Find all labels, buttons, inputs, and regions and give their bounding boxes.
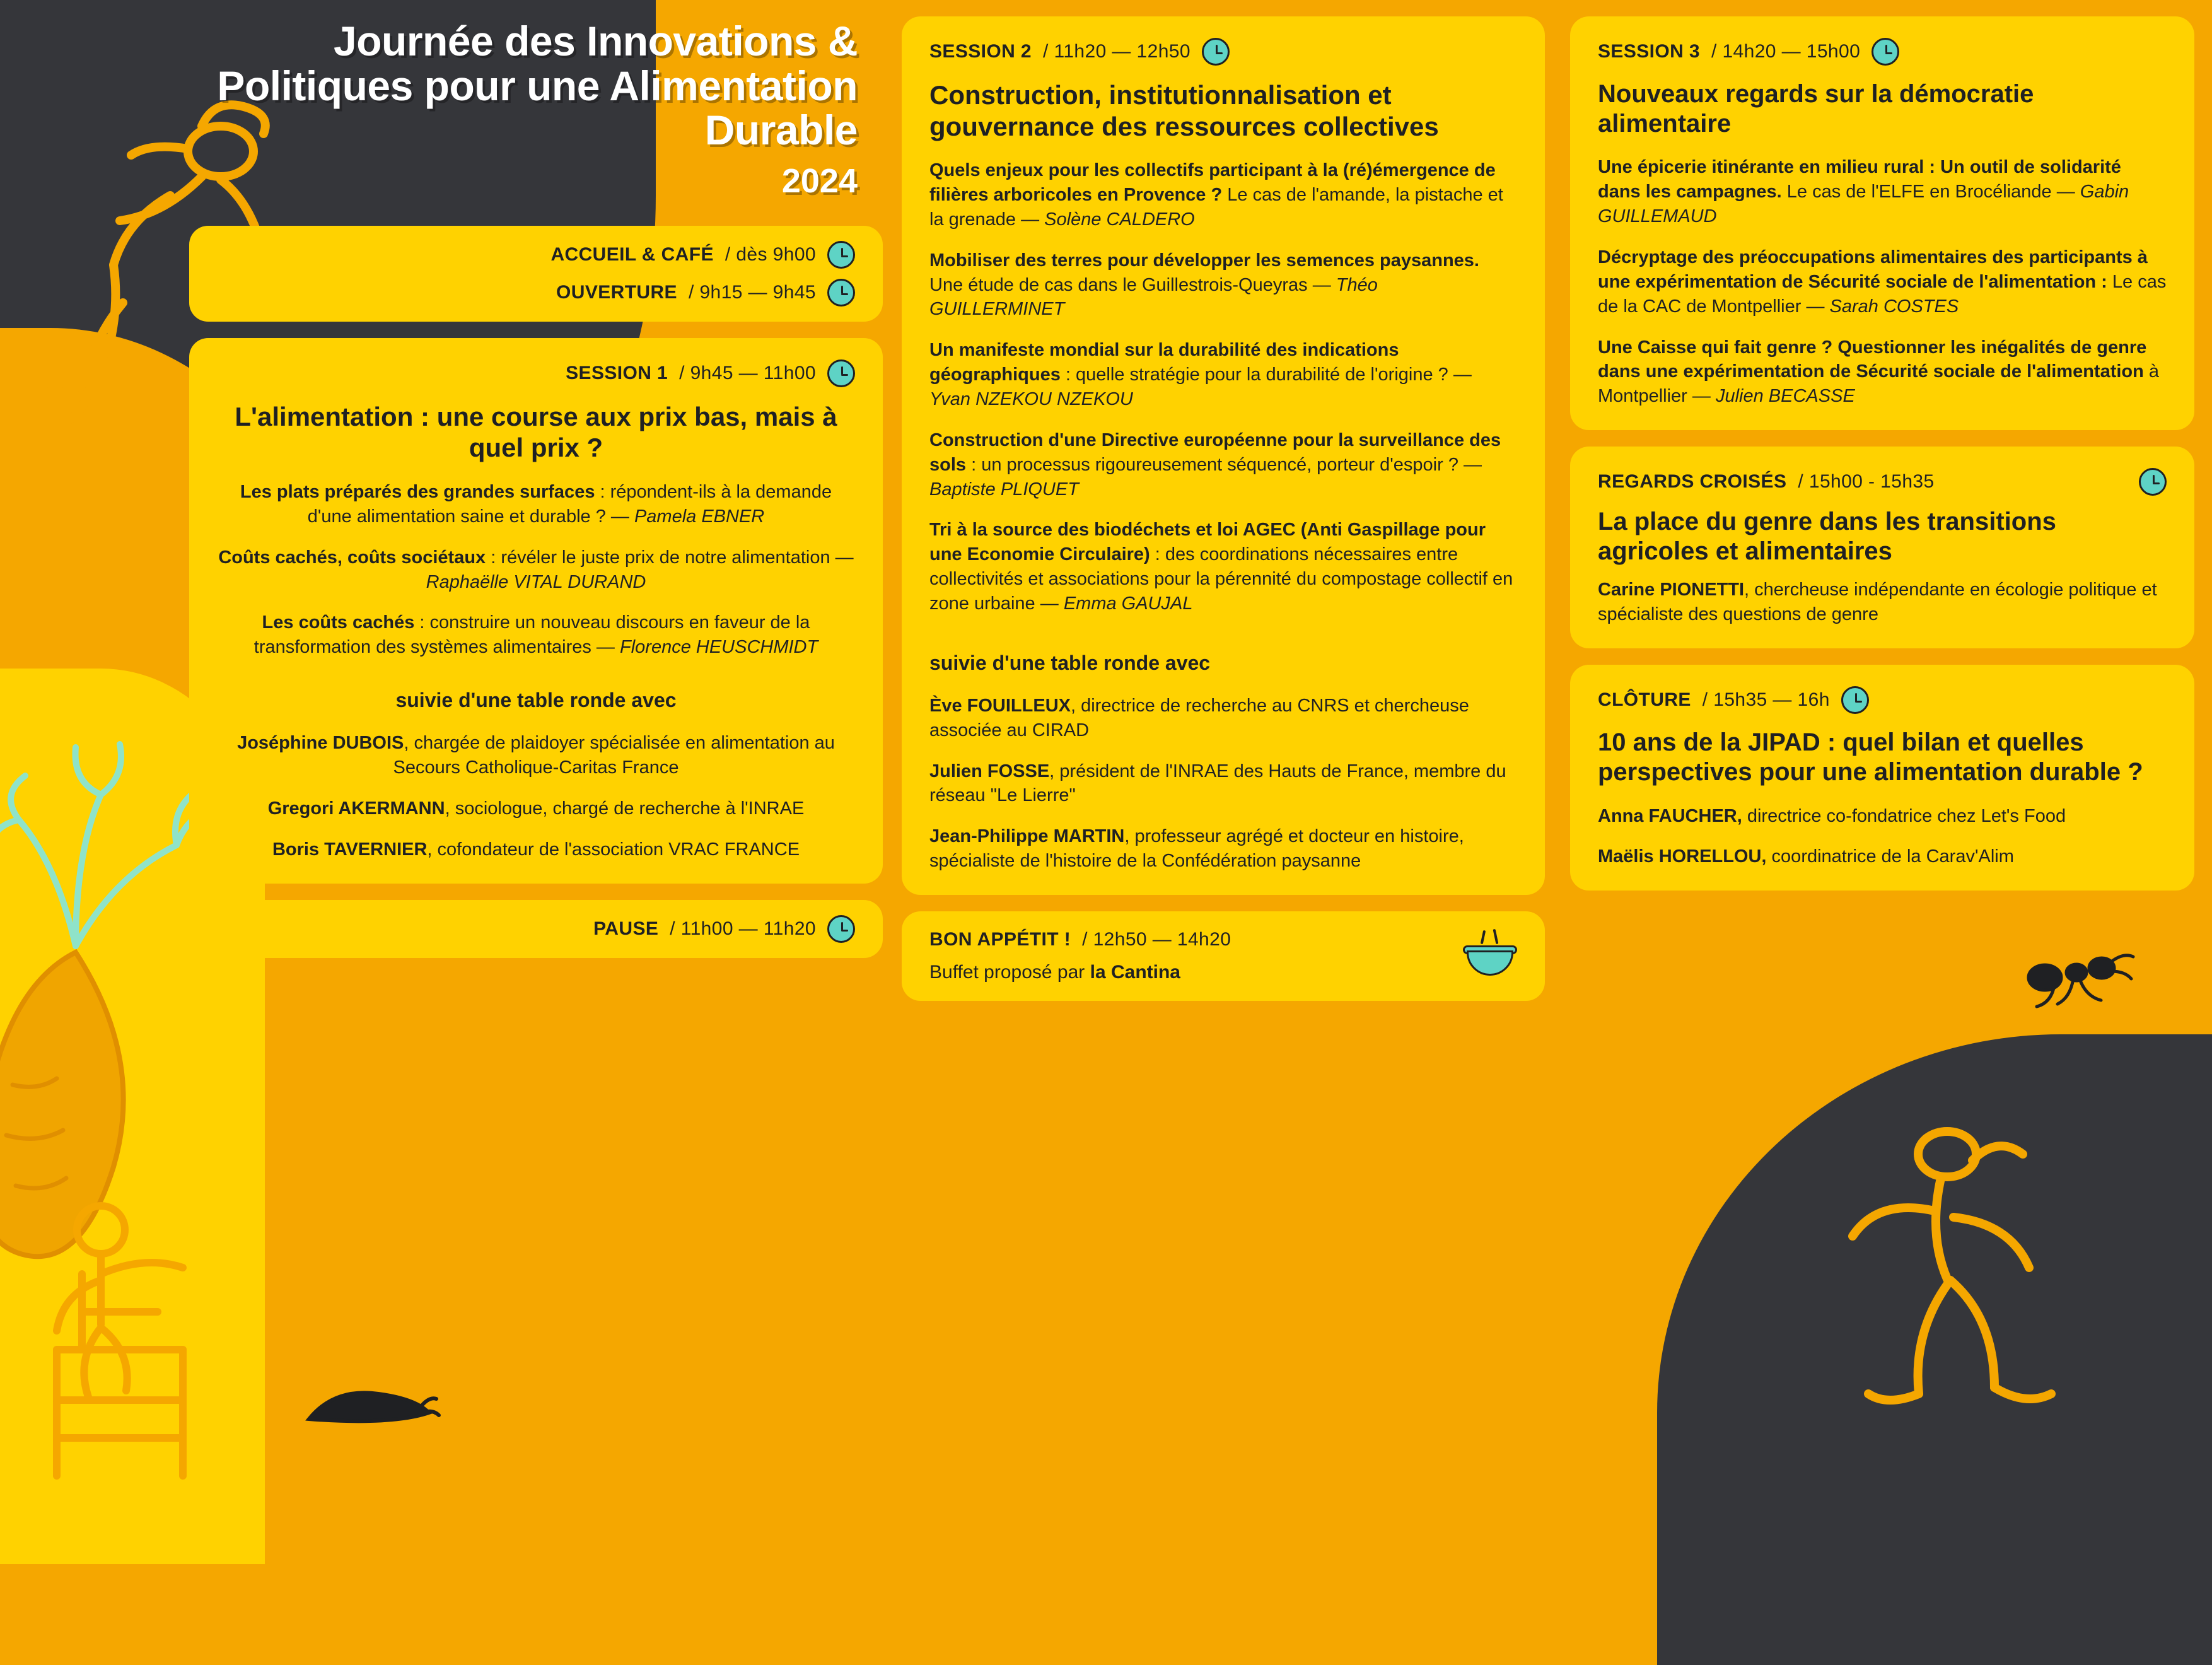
welcome-line: [217, 241, 855, 269]
list-item: [929, 158, 1517, 232]
item-rest: Le cas de l'ELFE en Brocéliande —: [1781, 182, 2080, 202]
lunch-buffet-text: Buffet proposé par: [929, 962, 1090, 983]
pause-line: [217, 915, 855, 943]
item-bold: Tri à la source des biodéchets et loi AGEC (Anti Gaspillage pour une Economie Circulaire): [929, 520, 1486, 565]
list-item: [1598, 245, 2167, 319]
list-item: [929, 824, 1517, 873]
session1-time: / 9h45 — 11h00: [679, 362, 816, 383]
item-rest: , président de l'INRAE des Hauts de France, membre du réseau "Le Lierre": [929, 761, 1506, 806]
item-bold: Les coûts cachés: [262, 612, 415, 633]
card-regards-croises: [1570, 447, 2194, 648]
item-author: Théo GUILLERMINET: [929, 274, 1378, 320]
session3-label: SESSION 3: [1598, 41, 1700, 62]
item-rest: directrice co-fondatrice chez Let's Food: [1742, 805, 2066, 826]
card-session-1: [189, 338, 883, 884]
item-bold: Construction d'une Directive européenne pour la surveillance des sols: [929, 429, 1501, 475]
crossed-label: REGARDS CROISÉS: [1598, 471, 1787, 493]
list-item: [217, 731, 855, 780]
lunch-row: [929, 926, 1517, 986]
list-item: [929, 518, 1517, 616]
item-author: Julien BECASSE: [1715, 386, 1855, 407]
item-author: Gabin GUILLEMAUD: [1598, 182, 2129, 227]
list-item: [217, 480, 855, 529]
item-author: Pamela EBNER: [634, 506, 765, 527]
clock-icon: [827, 915, 855, 943]
session1-label: SESSION 1: [566, 362, 668, 383]
closing-line: [1598, 686, 2167, 714]
item-author: Florence HEUSCHMIDT: [620, 637, 818, 658]
item-bold: Boris TAVERNIER: [272, 839, 428, 860]
item-rest: Une étude de cas dans le Guillestrois-Queyras —: [929, 274, 1336, 295]
opening-label: OUVERTURE: [556, 281, 677, 303]
card-session-2: [902, 16, 1545, 895]
clock-icon: [1841, 686, 1869, 714]
item-bold: Carine PIONETTI: [1598, 580, 1745, 600]
list-item: [929, 759, 1517, 809]
title-block: [189, 0, 883, 201]
item-bold: Mobiliser des terres pour développer les semences paysannes.: [929, 250, 1479, 271]
crossed-time: / 15h00 - 15h35: [1798, 471, 1935, 493]
pause-time: / 11h00 — 11h20: [670, 918, 816, 939]
item-rest: , chercheuse indépendante en écologie politique et spécialiste des questions de genre: [1598, 580, 2157, 625]
item-bold: Décryptage des préoccupations alimentaires des participants à une expérimentation de Sécurité sociale de l'alimentation :: [1598, 247, 2148, 292]
list-item: [929, 428, 1517, 502]
item-author: Yvan NZEKOU NZEKOU: [929, 389, 1133, 409]
item-author: Emma GAUJAL: [1063, 593, 1193, 614]
session3-line: [1598, 38, 2167, 66]
clock-icon: [1202, 38, 1230, 66]
list-item: [217, 797, 855, 821]
welcome-label: ACCUEIL & CAFÉ: [550, 243, 714, 265]
item-rest: : des coordinations nécessaires entre collectivités et associations pour la pérennité du compostage collectif en zone urbaine —: [929, 544, 1513, 614]
page-year: 2024: [781, 161, 858, 200]
session1-round-table-heading: suivie d'une table ronde avec: [395, 689, 677, 712]
session3-title: Nouveaux regards sur la démocratie alimentaire: [1598, 80, 2034, 138]
item-bold: Joséphine DUBOIS: [237, 733, 404, 754]
lunch-label: BON APPÉTIT !: [929, 929, 1071, 950]
session2-round-table-heading: suivie d'une table ronde avec: [929, 651, 1211, 674]
item-rest: , directrice de recherche au CNRS et chercheuse associée au CIRAD: [929, 695, 1469, 740]
list-item: [1598, 155, 2167, 229]
closing-title: 10 ans de la JIPAD : quel bilan et quelles perspectives pour une alimentation durable ?: [1598, 728, 2143, 786]
list-item: [1598, 804, 2167, 829]
item-author: Solène CALDERO: [1044, 209, 1195, 230]
session2-time: / 11h20 — 12h50: [1043, 41, 1190, 62]
session3-time: / 14h20 — 15h00: [1711, 41, 1861, 62]
item-rest: , sociologue, chargé de recherche à l'INRAE: [445, 798, 805, 819]
item-bold: Une épicerie itinérante en milieu rural : Un outil de solidarité dans les campagnes.: [1598, 157, 2121, 202]
crossed-title: La place du genre dans les transitions agricoles et alimentaires: [1598, 508, 2056, 566]
item-rest: : un processus rigoureusement séquencé, porteur d'espoir ? —: [966, 454, 1482, 475]
card-welcome-opening: [189, 226, 883, 322]
left-column: [189, 0, 883, 974]
list-item: [929, 694, 1517, 743]
session1-title: L'alimentation : une course aux prix bas, mais à quel prix ?: [235, 401, 837, 463]
item-rest: : révéler le juste prix de notre alimentation —: [486, 547, 854, 568]
list-item: [217, 838, 855, 862]
item-bold: Maëlis HORELLOU,: [1598, 846, 1767, 867]
slug-icon: [296, 1369, 448, 1438]
list-item: [217, 610, 855, 660]
right-column: [1570, 0, 2194, 907]
session2-line: [929, 38, 1517, 66]
item-rest: , chargée de plaidoyer spécialisée en alimentation au Secours Catholique-Caritas France: [393, 733, 835, 778]
item-bold: Un manifeste mondial sur la durabilité des indications géographiques: [929, 340, 1399, 385]
item-author: Sarah COSTES: [1829, 296, 1959, 317]
lunch-time: / 12h50 — 14h20: [1082, 929, 1231, 950]
item-bold: Anna FAUCHER,: [1598, 805, 1742, 826]
opening-line: [217, 279, 855, 307]
list-item: [1598, 578, 2167, 627]
pause-label: PAUSE: [593, 918, 659, 939]
list-item: [1598, 336, 2167, 409]
closing-time: / 15h35 — 16h: [1702, 689, 1830, 711]
list-item: [929, 248, 1517, 322]
item-rest: : quelle stratégie pour la durabilité de l'origine ? —: [1060, 365, 1472, 385]
session2-title: Construction, institutionnalisation et gouvernance des ressources collectives: [929, 80, 1439, 141]
item-rest: : répondent-ils à la demande d'une alimentation saine et durable ? —: [307, 481, 832, 527]
item-rest: à Montpellier —: [1598, 361, 2160, 407]
clock-icon: [1871, 38, 1899, 66]
item-bold: Une Caisse qui fait genre ? Questionner les inégalités de genre dans une expérimentation de Sécurité sociale de l'alimentation: [1598, 337, 2147, 382]
item-rest: Le cas de la CAC de Montpellier —: [1598, 271, 2167, 317]
item-bold: Ève FOUILLEUX: [929, 695, 1071, 716]
item-bold: Julien FOSSE: [929, 761, 1050, 781]
item-author: Baptiste PLIQUET: [929, 479, 1079, 500]
list-item: [217, 546, 855, 595]
lunch-text: [929, 926, 1231, 986]
card-pause: [189, 900, 883, 958]
item-rest: coordinatrice de la Carav'Alim: [1766, 846, 2014, 867]
session2-label: SESSION 2: [929, 41, 1032, 62]
item-rest: , professeur agrégé et docteur en histoire, spécialiste de l'histoire de la Confédération paysanne: [929, 826, 1464, 872]
item-bold: Gregori AKERMANN: [267, 798, 445, 819]
middle-column: [902, 0, 1545, 1017]
item-rest: : construire un nouveau discours en faveur de la transformation des systèmes alimentaires —: [253, 612, 810, 658]
page-title: Journée des Innovations & Politiques pour une Alimentation Durable: [217, 18, 858, 154]
ant-icon: [2017, 933, 2143, 1015]
dark-background-curve-bottom-right: [1657, 1034, 2212, 1665]
item-author: Raphaëlle VITAL DURAND: [426, 571, 646, 592]
lunch-caterer: la Cantina: [1090, 962, 1180, 983]
lunch-line: [929, 926, 1231, 953]
item-rest: , cofondateur de l'association VRAC FRANCE: [427, 839, 800, 860]
clock-icon: [2139, 468, 2167, 496]
crossed-line: [1598, 468, 2167, 496]
list-item: [1598, 844, 2167, 869]
item-bold: Quels enjeux pour les collectifs participant à la (ré)émergence de filières arboricoles en Provence ?: [929, 160, 1496, 205]
clock-icon: [827, 279, 855, 307]
item-bold: Jean-Philippe MARTIN: [929, 826, 1125, 847]
item-bold: Les plats préparés des grandes surfaces: [240, 481, 595, 502]
item-rest: Le cas de l'amande, la pistache et la grenade —: [929, 184, 1503, 230]
session1-line: [217, 359, 855, 387]
card-lunch: [902, 911, 1545, 1001]
list-item: [929, 338, 1517, 412]
clock-icon: [827, 359, 855, 387]
card-closing: [1570, 665, 2194, 891]
opening-time: / 9h15 — 9h45: [688, 281, 816, 303]
soup-bowl-icon: [1463, 929, 1517, 983]
clock-icon: [827, 241, 855, 269]
closing-label: CLÔTURE: [1598, 689, 1691, 711]
welcome-time: / dès 9h00: [725, 243, 816, 265]
card-session-3: [1570, 16, 2194, 430]
item-bold: Coûts cachés, coûts sociétaux: [218, 547, 486, 568]
